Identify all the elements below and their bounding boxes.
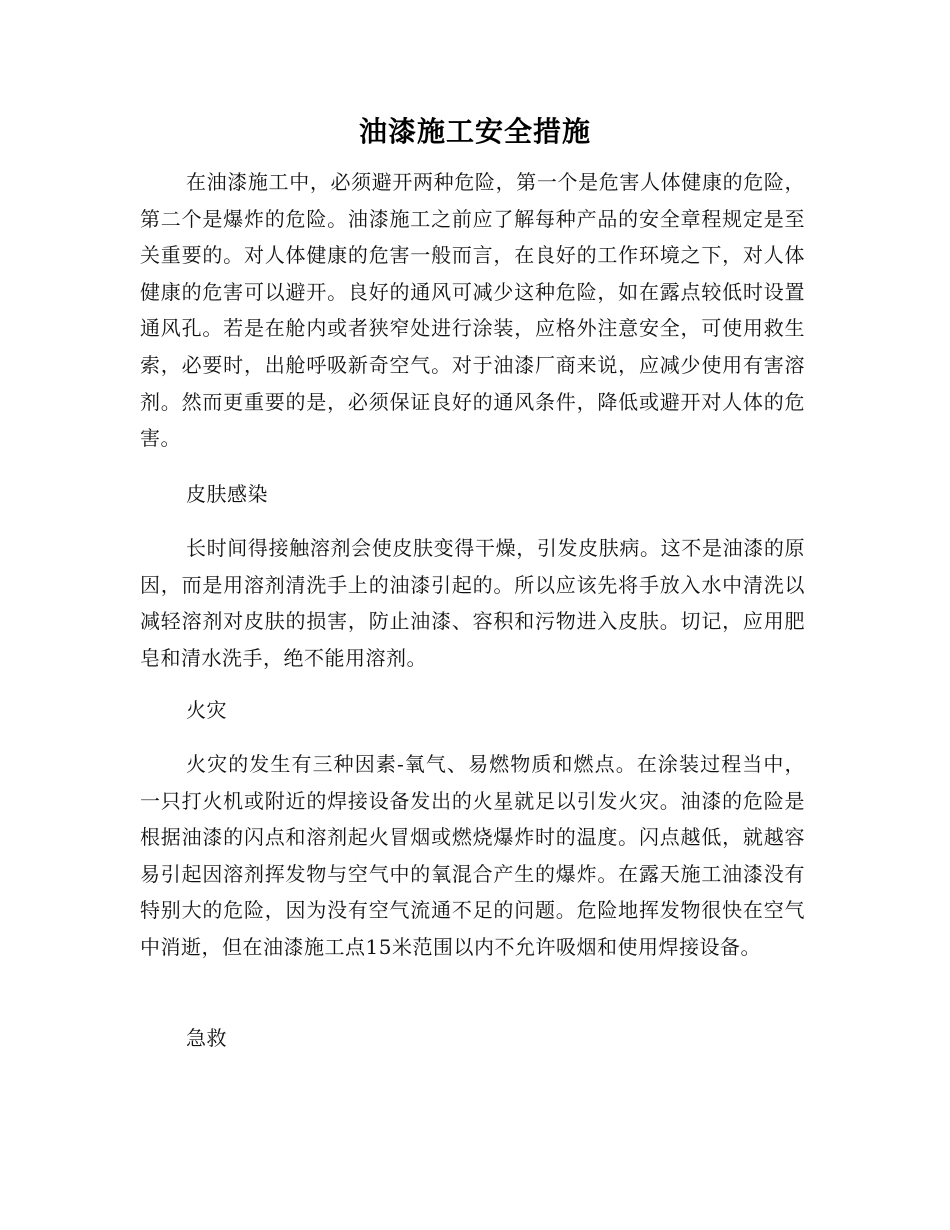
section-heading-first-aid: 急救 <box>186 1026 227 1050</box>
section-heading-skin-infection: 皮肤感染 <box>186 482 268 506</box>
fire-paragraph: 火灾的发生有三种因素-氧气、易燃物质和燃点。在涂装过程当中，一只打火机或附近的焊接设备发出的火星就足以引发火灾。油漆的危险是根据油漆的闪点和溶剂起火冒烟或燃烧爆炸时的温度。闪点越低，就越容易引起因溶剂挥发物与空气中的氧混合产生的爆炸。在露天施工油漆没有特别大的危险，因为没有空气流通不足的问题。危险地挥发物很快在空气中消逝，但在油漆施工点15米范围以内不允许吸烟和使用焊接设备。 <box>140 752 805 959</box>
skin-infection-paragraph: 长时间得接触溶剂会使皮肤变得干燥，引发皮肤病。这不是油漆的原因，而是用溶剂清洗手上的油漆引起的。所以应该先将手放入水中清洗以减轻溶剂对皮肤的损害，防止油漆、容积和污物进入皮肤。切记，应用肥皂和清水洗手，绝不能用溶剂。 <box>140 536 805 670</box>
section-heading-fire: 火灾 <box>186 698 227 722</box>
intro-paragraph: 在油漆施工中，必须避开两种危险，第一个是危害人体健康的危险，第二个是爆炸的危险。油漆施工之前应了解每种产品的安全章程规定是至关重要的。对人体健康的危害一般而言，在良好的工作环境之下，对人体健康的危害可以避开。良好的通风可减少这种危险，如在露点较低时设置通风孔。若是在舱内或者狭窄处进行涂装，应格外注意安全，可使用救生索，必要时，出舱呼吸新奇空气。对于油漆厂商来说，应减少使用有害溶剂。然而更重要的是，必须保证良好的通风条件，降低或避开对人体的危害。 <box>140 170 805 451</box>
document-title: 油漆施工安全措施 <box>358 115 591 148</box>
